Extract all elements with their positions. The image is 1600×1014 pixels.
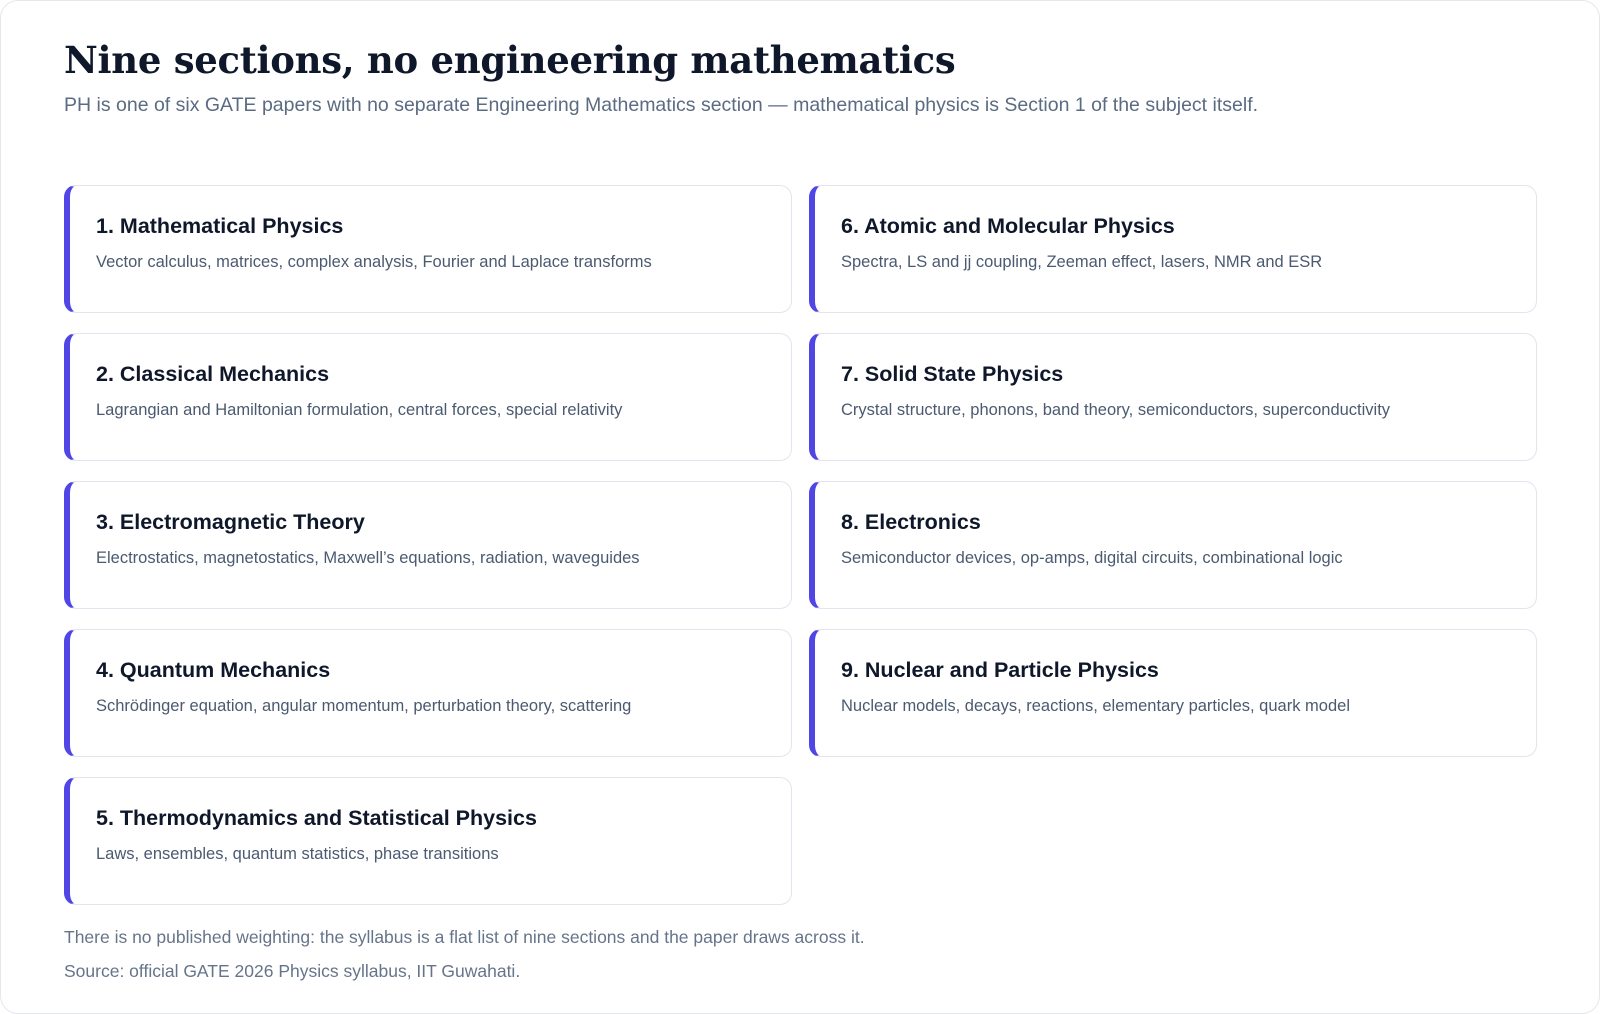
section-title: 6. Atomic and Molecular Physics [841, 214, 1175, 238]
section-card-solid-state-physics [809, 333, 1537, 461]
section-description: Laws, ensembles, quantum statistics, phase transitions [96, 845, 499, 863]
section-title: 5. Thermodynamics and Statistical Physics [96, 806, 537, 830]
section-card-electronics [809, 481, 1537, 609]
section-description: Electrostatics, magnetostatics, Maxwell’s equations, radiation, waveguides [96, 549, 640, 567]
section-title: 8. Electronics [841, 510, 981, 534]
section-description: Vector calculus, matrices, complex analysis, Fourier and Laplace transforms [96, 253, 652, 271]
section-card-nuclear-particle-physics [809, 629, 1537, 757]
section-title: 7. Solid State Physics [841, 362, 1064, 386]
section-description: Schrödinger equation, angular momentum, perturbation theory, scattering [96, 697, 632, 715]
section-title: 4. Quantum Mechanics [96, 658, 331, 682]
page-subtitle: PH is one of six GATE papers with no separate Engineering Mathematics section — mathematical physics is Section 1 of the subject itself. [64, 94, 1259, 116]
section-card-thermodynamics [64, 777, 792, 905]
section-description: Spectra, LS and jj coupling, Zeeman effect, lasers, NMR and ESR [841, 253, 1323, 271]
section-description: Nuclear models, decays, reactions, elementary particles, quark model [841, 697, 1350, 715]
section-card-mathematical-physics [64, 185, 792, 313]
section-card-electromagnetic-theory [64, 481, 792, 609]
section-title: 1. Mathematical Physics [96, 214, 344, 238]
page-title: Nine sections, no engineering mathematics [64, 38, 956, 82]
section-description: Lagrangian and Hamiltonian formulation, central forces, special relativity [96, 401, 623, 419]
source-note: Source: official GATE 2026 Physics syllabus, IIT Guwahati. [64, 961, 521, 981]
section-description: Crystal structure, phonons, band theory, semiconductors, superconductivity [841, 401, 1391, 419]
section-title: 2. Classical Mechanics [96, 362, 330, 386]
weighting-note: There is no published weighting: the syllabus is a flat list of nine sections and the paper draws across it. [64, 927, 865, 947]
section-card-classical-mechanics [64, 333, 792, 461]
section-title: 3. Electromagnetic Theory [96, 510, 365, 534]
section-description: Semiconductor devices, op-amps, digital circuits, combinational logic [841, 549, 1343, 567]
section-card-quantum-mechanics [64, 629, 792, 757]
section-title: 9. Nuclear and Particle Physics [841, 658, 1159, 682]
sections-grid [64, 185, 1537, 905]
section-card-atomic-molecular-physics [809, 185, 1537, 313]
